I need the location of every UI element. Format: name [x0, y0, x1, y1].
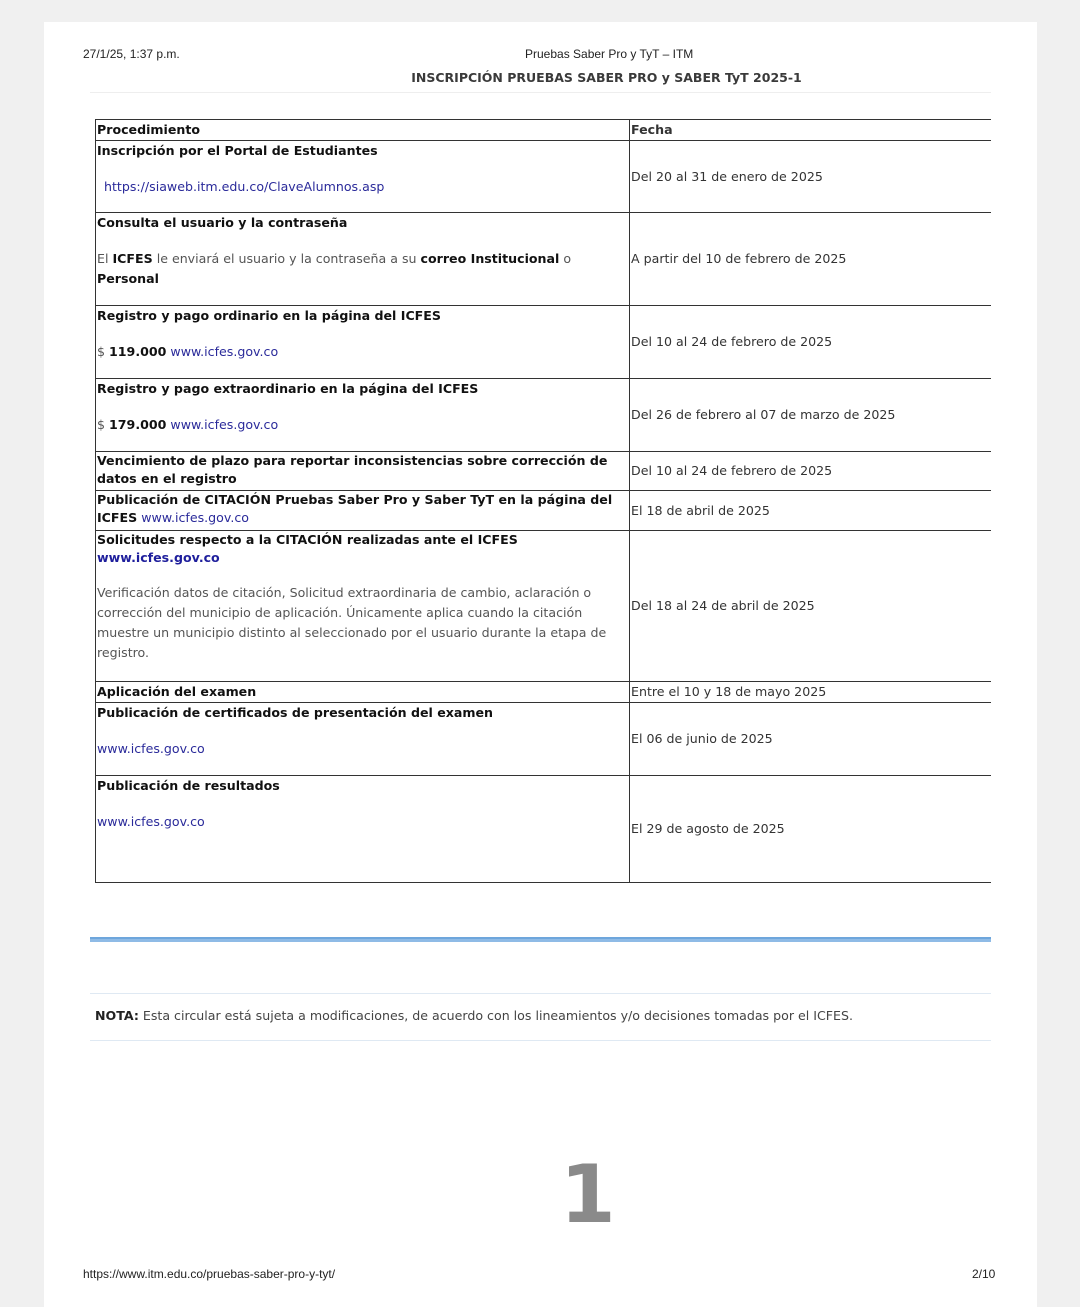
icfes-link[interactable]: www.icfes.gov.co — [97, 550, 220, 565]
page-number: 1 — [560, 1148, 616, 1241]
table-row — [96, 213, 992, 306]
table-row — [96, 141, 992, 213]
document-title: INSCRIPCIÓN PRUEBAS SABER PRO y SABER TyT 2025-1 — [411, 70, 802, 85]
row-title: Inscripción por el Portal de Estudiantes — [97, 143, 378, 158]
row-title: Aplicación del examen — [97, 684, 257, 699]
row-date: Del 20 al 31 de enero de 2025 — [630, 141, 992, 213]
row-date: El 29 de agosto de 2025 — [630, 776, 992, 883]
icfes-link[interactable]: www.icfes.gov.co — [97, 814, 205, 829]
header-fecha: Fecha — [630, 120, 992, 141]
header-procedimiento: Procedimiento — [96, 120, 630, 141]
icfes-link[interactable]: www.icfes.gov.co — [170, 344, 279, 359]
print-page-count: 2/10 — [972, 1267, 996, 1281]
nota-label: NOTA: — [95, 1008, 139, 1023]
row-title: Vencimiento de plazo para reportar inconsistencias sobre corrección de datos en el registro — [97, 453, 608, 486]
row-date: Del 26 de febrero al 07 de marzo de 2025 — [630, 379, 992, 452]
icfes-link[interactable]: www.icfes.gov.co — [141, 510, 249, 525]
row-title: Publicación de resultados — [97, 778, 280, 793]
row-date: Del 18 al 24 de abril de 2025 — [630, 531, 992, 682]
row-title: Publicación de CITACIÓN Pruebas Saber Pro y Saber TyT en la página del ICFES — [97, 492, 613, 525]
title-divider — [90, 92, 991, 93]
section-divider — [90, 937, 991, 942]
nota-top-divider — [90, 993, 991, 994]
nota-bottom-divider — [90, 1040, 991, 1041]
row-date: Del 10 al 24 de febrero de 2025 — [630, 306, 992, 379]
row-price: $ 119.000 www.icfes.gov.co — [97, 344, 279, 359]
table-row — [96, 491, 992, 531]
print-url: https://www.itm.edu.co/pruebas-saber-pro-y-tyt/ — [83, 1267, 336, 1281]
table-row — [96, 682, 992, 703]
table-row — [96, 531, 992, 682]
table-row — [96, 379, 992, 452]
portal-link[interactable]: https://siaweb.itm.edu.co/ClaveAlumnos.asp — [104, 179, 385, 194]
nota-text: NOTA: Esta circular está sujeta a modificaciones, de acuerdo con los lineamientos y/o decisiones tomadas por el ICFES. — [95, 1008, 853, 1023]
table-row — [96, 703, 992, 776]
row-description: El ICFES le enviará el usuario y la contraseña a su correo Institucional o Personal — [97, 251, 572, 286]
table-header-row — [96, 120, 992, 141]
print-datetime: 27/1/25, 1:37 p.m. — [83, 47, 180, 61]
table-row — [96, 452, 992, 491]
row-title: Publicación de certificados de presentación del examen — [97, 705, 493, 720]
table-row — [96, 776, 992, 883]
row-date: A partir del 10 de febrero de 2025 — [630, 213, 992, 306]
row-date: El 18 de abril de 2025 — [630, 491, 992, 531]
row-title: Consulta el usuario y la contraseña — [97, 215, 348, 230]
row-title: Solicitudes respecto a la CITACIÓN realizadas ante el ICFES — [97, 532, 518, 547]
table-row — [96, 306, 992, 379]
icfes-link[interactable]: www.icfes.gov.co — [170, 417, 279, 432]
row-date: Entre el 10 y 18 de mayo 2025 — [630, 682, 992, 703]
print-page-title: Pruebas Saber Pro y TyT – ITM — [525, 47, 694, 61]
row-description: Verificación datos de citación, Solicitud extraordinaria de cambio, aclaración o corrección del municipio de aplicación. Únicamente aplica cuando la citación muestre un municipio distinto al seleccionado por el usuario durante la etapa de registro. — [97, 585, 607, 660]
row-title: Registro y pago extraordinario en la página del ICFES — [97, 381, 479, 396]
row-title: Registro y pago ordinario en la página del ICFES — [97, 308, 441, 323]
row-date: Del 10 al 24 de febrero de 2025 — [630, 452, 992, 491]
icfes-link[interactable]: www.icfes.gov.co — [97, 741, 205, 756]
row-date: El 06 de junio de 2025 — [630, 703, 992, 776]
schedule-table — [95, 119, 991, 883]
row-price: $ 179.000 www.icfes.gov.co — [97, 417, 279, 432]
